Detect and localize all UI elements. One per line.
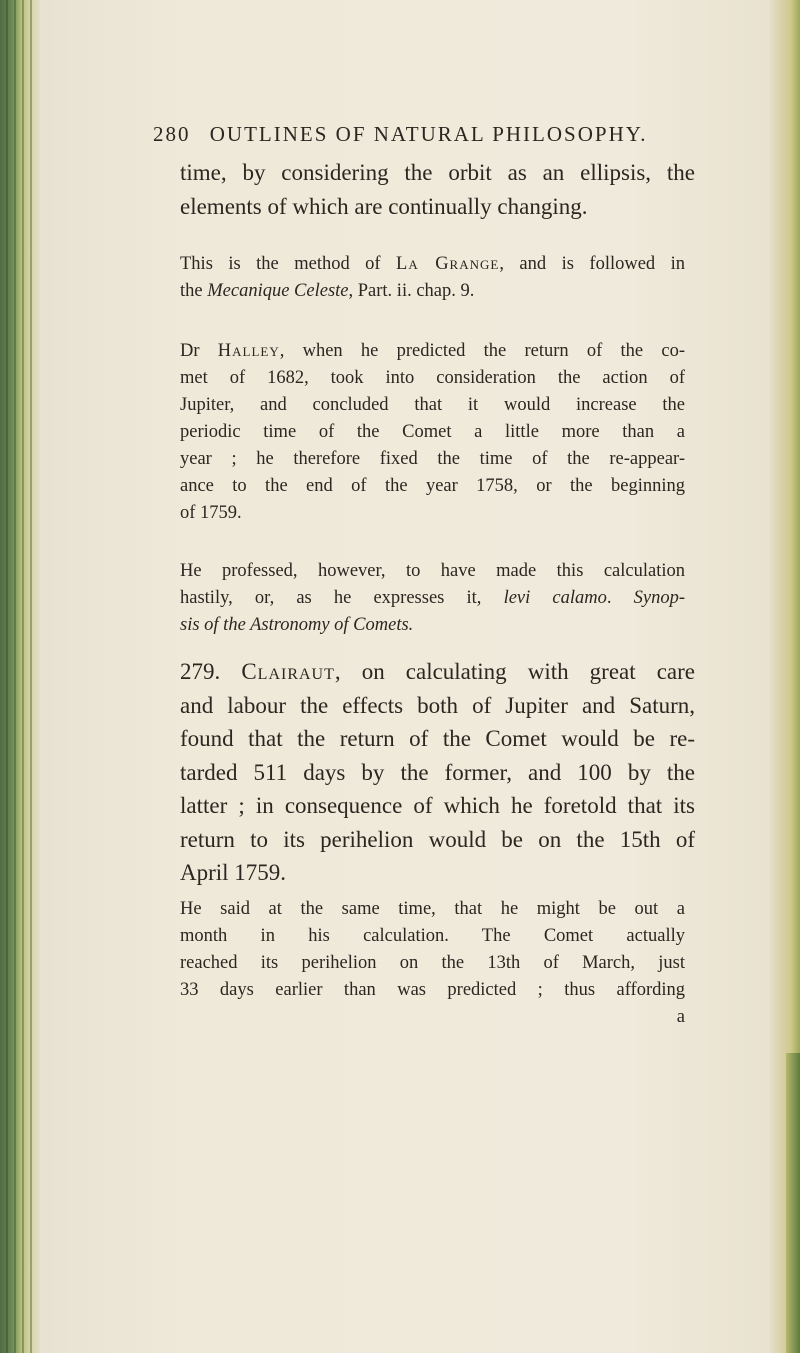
text-line: He professed, however, to have made this calculation (180, 561, 685, 581)
page-fold (786, 1053, 800, 1353)
page-edge-right (770, 0, 800, 1353)
text-line: Jupiter, and concluded that it would increase the (180, 395, 685, 415)
text-line: tarded 511 days by the former, and 100 by the (180, 759, 695, 785)
book-title-mecanique-celeste: Mecanique Celeste (207, 281, 349, 301)
name-halley: Halley (217, 341, 280, 361)
text-line: elements of which are continually changing. (180, 193, 588, 219)
text-line: This is the method of La Grange, and is followed in (180, 254, 686, 274)
text-line: and labour the effects both of Jupiter and Saturn, (180, 692, 695, 718)
catchword: a (676, 1007, 685, 1027)
text-line: 33 days earlier than was predicted ; thus affording (180, 980, 685, 1000)
text-line: found that the return of the Comet would be re- (180, 726, 695, 751)
text-line: 279. Clairaut, on calculating with great care (180, 659, 696, 684)
text-line: April 1759. (180, 860, 287, 885)
text-line: reached its perihelion on the 13th of March, just (180, 953, 685, 973)
name-clairaut: Clairaut (241, 659, 335, 684)
text-line: year ; he therefore fixed the time of the re-appear- (180, 449, 685, 469)
text-line: of 1759. (180, 503, 242, 523)
text-line: periodic time of the Comet a little more than a (180, 422, 685, 442)
running-title: OUTLINES OF NATURAL PHILOSOPHY. (209, 122, 648, 146)
text-line: the Mecanique Celeste, Part. ii. chap. 9. (180, 281, 475, 301)
text-line: sis of the Astronomy of Comets. (180, 615, 414, 635)
book-binding-left (0, 0, 40, 1353)
text-line: return to its perihelion would be on the 15th of (180, 826, 695, 852)
paragraph-1 (180, 156, 695, 223)
page-number: 280 (153, 122, 191, 146)
text-line: He said at the same time, that he might be out a (180, 899, 685, 919)
paragraph-3 (180, 338, 685, 527)
text-line: ance to the end of the year 1758, or the beginning (180, 476, 685, 496)
text-line: latter ; in consequence of which he foretold that its (180, 793, 695, 818)
text-line: Dr Halley, when he predicted the return of the co- (180, 341, 685, 361)
text-line: time, by considering the orbit as an ellipsis, the (180, 160, 695, 185)
paragraph-4 (180, 558, 685, 639)
paragraph-5 (180, 655, 695, 890)
text-line: met of 1682, took into consideration the action of (180, 368, 685, 388)
text-line: hastily, or, as he expresses it, levi calamo. Synop- (180, 588, 686, 608)
paragraph-2 (180, 251, 685, 305)
text-line: month in his calculation. The Comet actually (180, 926, 685, 946)
book-page (40, 0, 770, 1353)
running-header (153, 122, 647, 147)
section-number: 279. (180, 659, 242, 684)
paragraph-6 (180, 896, 685, 1031)
name-la-grange: La Grange (396, 254, 500, 274)
